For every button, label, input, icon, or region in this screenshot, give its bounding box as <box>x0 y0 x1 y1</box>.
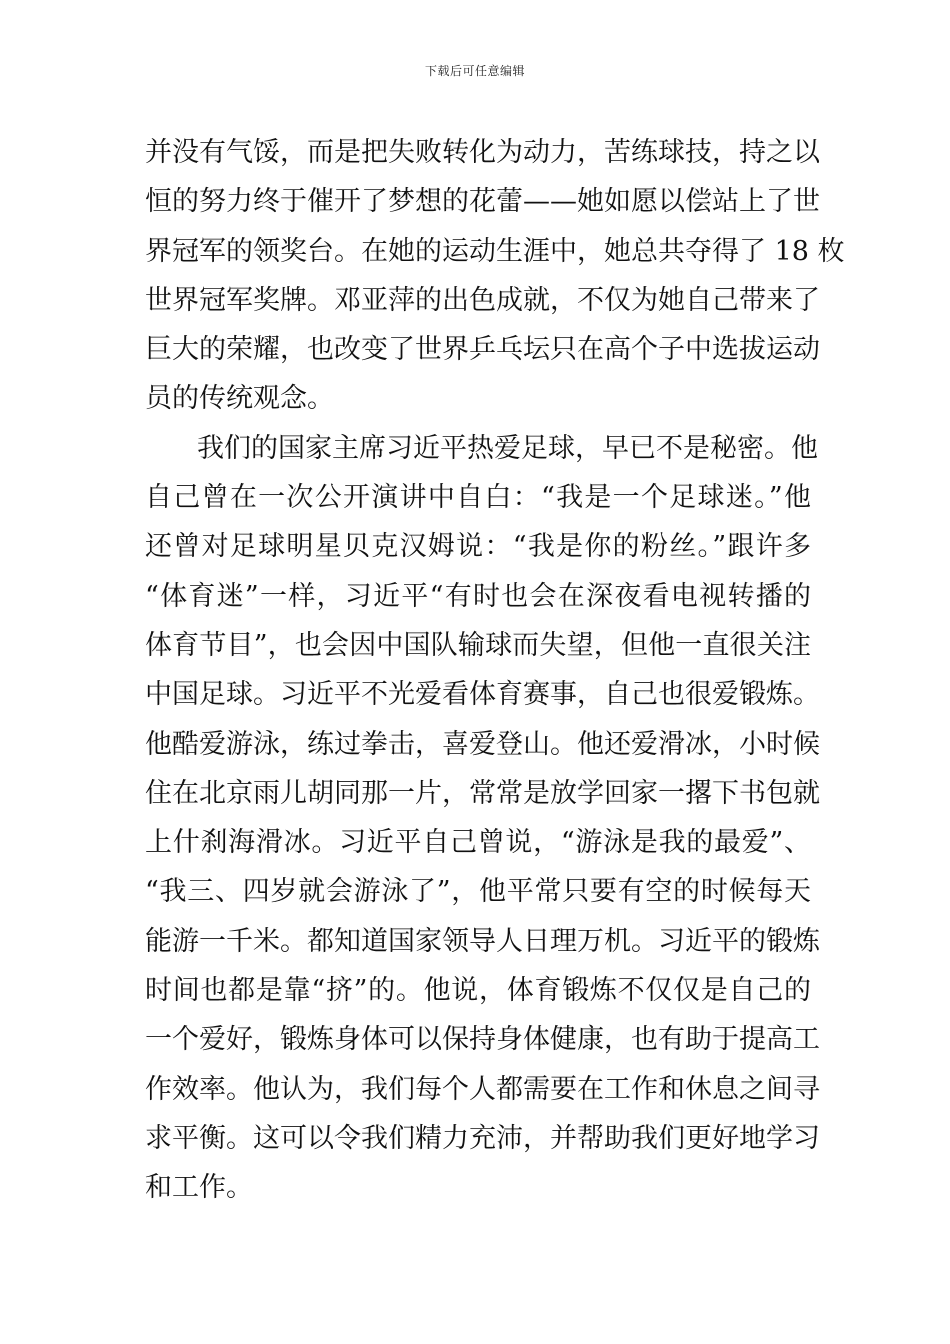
text-line: 一个爱好，锻炼身体可以保持身体健康，也有助于提高工 <box>145 1024 820 1056</box>
text-line: “体育迷”一样，习近平“有时也会在深夜看电视转播的 <box>145 580 811 612</box>
text-line: 世界冠军奖牌。邓亚萍的出色成就，不仅为她自己带来了 <box>145 284 820 316</box>
text-line: 他酷爱游泳，练过拳击，喜爱登山。他还爱滑冰，小时候 <box>145 728 820 760</box>
text-line: 和工作。 <box>145 1172 253 1204</box>
text-line: 巨大的荣耀，也改变了世界乒乓坛只在高个子中选拔运动 <box>145 334 820 366</box>
text-line: “我三、四岁就会游泳了”，他平常只要有空的时候每天 <box>145 876 811 908</box>
paragraph-2 <box>145 424 820 1213</box>
text-line: 并没有气馁，而是把失败转化为动力，苦练球技，持之以 <box>145 137 820 168</box>
text-line: 时间也都是靠“挤”的。他说，体育锻炼不仅仅是自己的 <box>145 975 811 1007</box>
text-line: 住在北京雨儿胡同那一片，常常是放学回家一撂下书包就 <box>145 777 820 809</box>
text-line: 能游一千米。都知道国家领导人日理万机。习近平的锻炼 <box>145 925 820 957</box>
text-line: 求平衡。这可以令我们精力充沛，并帮助我们更好地学习 <box>145 1122 820 1154</box>
page-header: 下载后可任意编辑 <box>424 64 525 78</box>
text-line: 我们的国家主席习近平热爱足球，早已不是秘密。他 <box>197 432 818 464</box>
text-line: 员的传统观念。 <box>145 383 334 415</box>
text-line: 体育节目”，也会因中国队输球而失望，但他一直很关注 <box>145 629 811 661</box>
text-line: 作效率。他认为，我们每个人都需要在工作和休息之间寻 <box>145 1073 820 1105</box>
document-body <box>145 128 845 1213</box>
text-line: 中国足球。习近平不光爱看体育赛事，自己也很爱锻炼。 <box>145 679 820 711</box>
text-line: 上什刹海滑冰。习近平自己曾说，“游泳是我的最爱”、 <box>145 827 811 859</box>
text-line: 自己曾在一次公开演讲中自白：“我是一个足球迷。”他 <box>145 482 811 514</box>
text-line: 还曾对足球明星贝克汉姆说：“我是你的粉丝。”跟许多 <box>145 531 811 563</box>
text-line: 界冠军的领奖台。在她的运动生涯中，她总共夺得了 18 枚 <box>145 235 845 267</box>
paragraph-1 <box>145 128 845 424</box>
text-line: 恒的努力终于催开了梦想的花蕾——她如愿以偿站上了世 <box>145 186 820 218</box>
